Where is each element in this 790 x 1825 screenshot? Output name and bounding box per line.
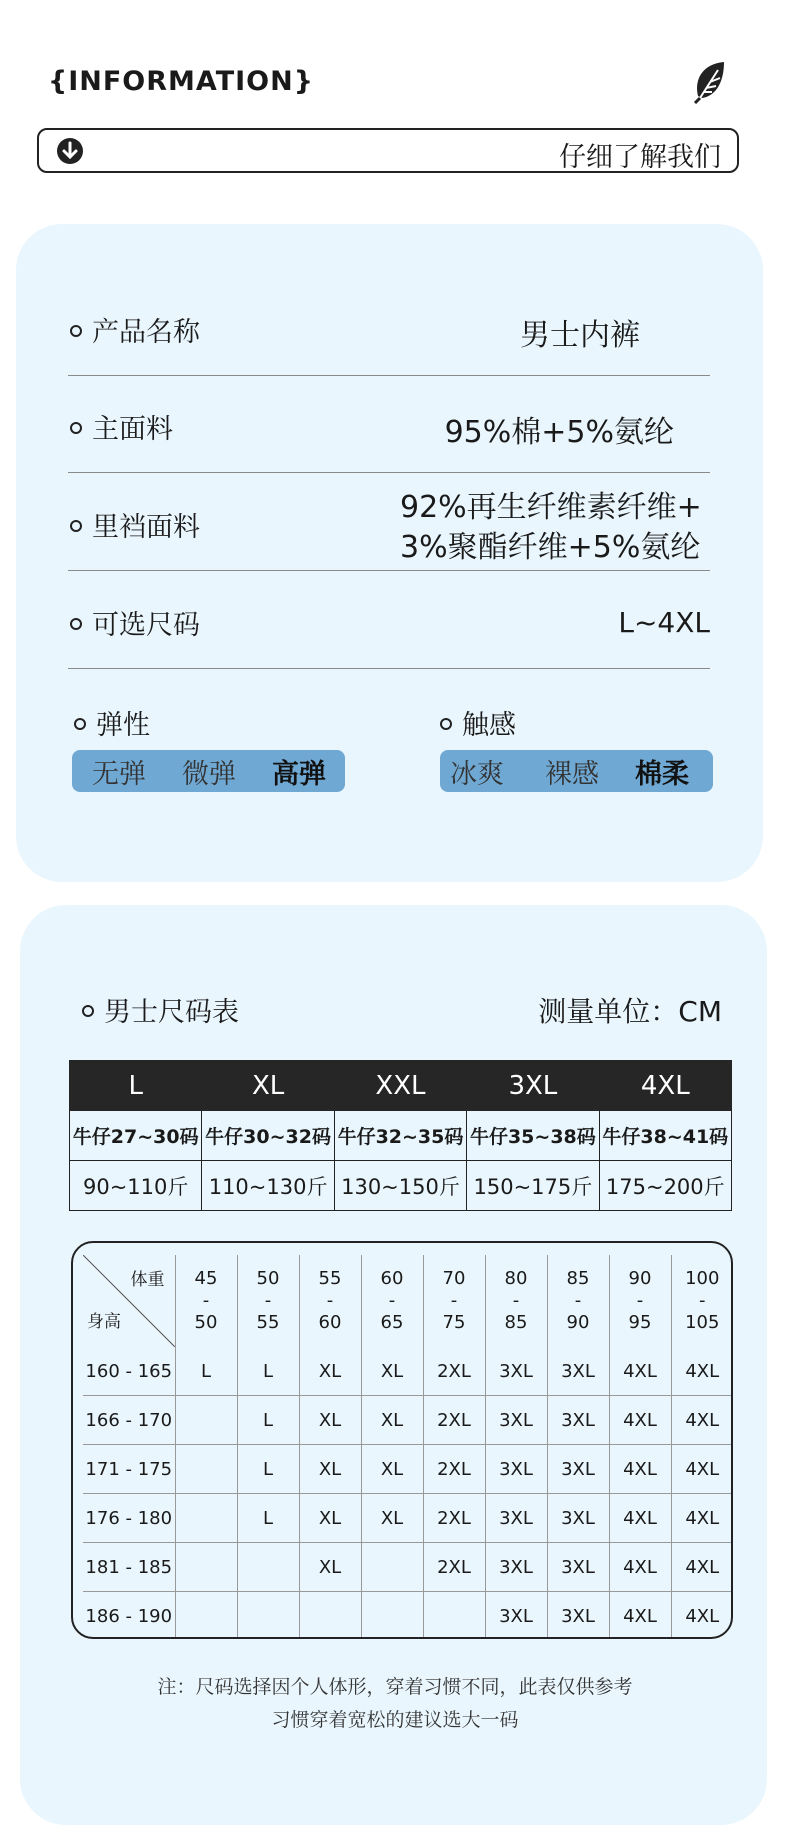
- fit-size-cell: [299, 1592, 361, 1640]
- height-range-cell: 186 - 190: [83, 1592, 175, 1640]
- fit-size-cell: 3XL: [547, 1543, 609, 1592]
- height-range-cell: 181 - 185: [83, 1543, 175, 1592]
- crotch-fabric-line-2: 3%聚酯纤维+5%氨纶: [400, 530, 701, 565]
- fit-size-cell: XL: [361, 1347, 423, 1396]
- weight-range-part: 105: [685, 1312, 720, 1333]
- fit-size-cell: 3XL: [547, 1347, 609, 1396]
- crotch-fabric-line-1: 92%再生纤维素纤维+: [400, 490, 702, 525]
- touch-label: 触感: [440, 703, 516, 742]
- pants-size-cell: 牛仔35~38码: [467, 1111, 599, 1161]
- fit-chart-row: [83, 1445, 733, 1494]
- weight-cell: 150~175斤: [467, 1161, 599, 1211]
- weight-range-header: [423, 1255, 485, 1347]
- weight-range-part: -: [326, 1290, 334, 1311]
- weight-range-part: 90: [566, 1312, 590, 1333]
- fit-size-cell: 2XL: [423, 1543, 485, 1592]
- weight-range-part: 95: [628, 1312, 652, 1333]
- fit-size-cell: [237, 1543, 299, 1592]
- fit-size-cell: 3XL: [485, 1592, 547, 1640]
- row-value-main-fabric: 95%棉+5%氨纶: [444, 415, 674, 450]
- fit-size-cell: 2XL: [423, 1347, 485, 1396]
- fit-size-cell: L: [175, 1347, 237, 1396]
- fit-chart-row: [83, 1592, 733, 1640]
- weight-range-part: -: [450, 1290, 458, 1311]
- fit-size-cell: 3XL: [485, 1445, 547, 1494]
- height-axis-label: 身高: [87, 1312, 121, 1332]
- fit-size-cell: 4XL: [609, 1543, 671, 1592]
- fit-size-cell: 4XL: [671, 1543, 733, 1592]
- weight-range-part: -: [636, 1290, 644, 1311]
- fit-size-cell: XL: [361, 1445, 423, 1494]
- weight-range-part: 90: [628, 1268, 652, 1289]
- fit-chart-row: [83, 1543, 733, 1592]
- fit-size-cell: 4XL: [685, 1605, 720, 1627]
- weight-range-header: [671, 1255, 733, 1347]
- fit-size-cell: 4XL: [609, 1347, 671, 1396]
- touch-option: 裸感: [545, 758, 599, 790]
- fit-size-cell: 4XL: [609, 1445, 671, 1494]
- fit-size-cell: [423, 1592, 485, 1640]
- weight-range-header: [237, 1255, 299, 1347]
- fit-chart-table: [83, 1255, 733, 1639]
- fit-size-cell: XL: [299, 1396, 361, 1445]
- fit-size-cell: 3XL: [547, 1445, 609, 1494]
- weight-cell: 130~150斤: [334, 1161, 466, 1211]
- weight-range-part: -: [264, 1290, 272, 1311]
- fit-size-cell: [237, 1592, 299, 1640]
- divider: [68, 375, 710, 376]
- fit-size-cell: 2XL: [423, 1396, 485, 1445]
- fit-chart-row: [83, 1347, 733, 1396]
- fit-size-cell: 3XL: [485, 1543, 547, 1592]
- fit-size-cell: 2XL: [423, 1494, 485, 1543]
- weight-range-part: 55: [318, 1268, 342, 1289]
- fit-size-cell: L: [237, 1396, 299, 1445]
- weight-range-part: 75: [442, 1312, 466, 1333]
- touch-option-selected: 棉柔: [635, 758, 689, 790]
- divider: [68, 668, 710, 669]
- weight-range-part: 50: [194, 1312, 218, 1333]
- weight-range-part: 50: [256, 1268, 280, 1289]
- size-chart-title: 男士尺码表: [82, 990, 239, 1029]
- weight-range-part: 45: [194, 1268, 218, 1289]
- fit-size-cell: [175, 1592, 237, 1640]
- height-range-cell: 160 - 165: [83, 1347, 175, 1396]
- pants-size-cell: 牛仔38~41码: [599, 1111, 731, 1161]
- fit-size-cell: 3XL: [547, 1494, 609, 1543]
- arrow-down-circle-icon: [56, 137, 84, 165]
- row-value-name: 男士内裤: [520, 318, 640, 353]
- fit-size-cell: 3XL: [485, 1347, 547, 1396]
- size-header: 3XL: [467, 1061, 599, 1111]
- height-range-cell: 171 - 175: [83, 1445, 175, 1494]
- fit-size-cell: L: [237, 1494, 299, 1543]
- weight-range-part: 100: [685, 1268, 720, 1289]
- touch-option: 冰爽: [450, 758, 504, 790]
- weight-range-header: [485, 1255, 547, 1347]
- page-title: {INFORMATION}: [48, 66, 314, 97]
- fit-size-cell: XL: [361, 1396, 423, 1445]
- row-label-name: 产品名称: [70, 310, 200, 349]
- fit-chart-box: [71, 1241, 733, 1639]
- note-line-1: 注：尺码选择因个人体形，穿着习惯不同，此表仅供参考: [157, 1676, 633, 1698]
- weight-axis-label: 体重: [130, 1270, 165, 1290]
- fit-size-cell: 4XL: [671, 1445, 733, 1494]
- pants-size-cell: 牛仔27~30码: [70, 1111, 202, 1161]
- weight-range-header: [609, 1255, 671, 1347]
- row-label-sizes: 可选尺码: [70, 603, 200, 642]
- elasticity-option: 无弹: [92, 758, 146, 790]
- fit-size-cell: 3XL: [485, 1494, 547, 1543]
- fit-size-cell: [175, 1543, 237, 1592]
- size-header: XXL: [334, 1061, 466, 1111]
- fit-size-cell: [175, 1494, 237, 1543]
- elasticity-label: 弹性: [74, 703, 150, 742]
- weight-range-header: [361, 1255, 423, 1347]
- weight-range-header: [547, 1255, 609, 1347]
- fit-size-cell: 4XL: [671, 1494, 733, 1543]
- fit-size-cell: L: [237, 1445, 299, 1494]
- size-header: L: [70, 1061, 202, 1111]
- weight-cell: 110~130斤: [202, 1161, 334, 1211]
- fit-size-cell: [361, 1592, 423, 1640]
- elasticity-option: 微弹: [182, 758, 236, 790]
- fit-size-cell: 3XL: [547, 1592, 609, 1640]
- weight-range-part: -: [699, 1290, 706, 1311]
- touch-scale: [440, 750, 713, 792]
- learn-more-label: 仔细了解我们: [559, 142, 721, 173]
- fit-size-cell: 3XL: [547, 1396, 609, 1445]
- divider: [68, 472, 710, 473]
- size-header: XL: [202, 1061, 334, 1111]
- size-table: [69, 1060, 732, 1211]
- fit-size-cell: XL: [299, 1347, 361, 1396]
- height-range-cell: 166 - 170: [83, 1396, 175, 1445]
- fit-size-cell: [175, 1396, 237, 1445]
- fit-size-cell: 4XL: [609, 1396, 671, 1445]
- fit-size-cell: 4XL: [671, 1347, 733, 1396]
- fit-size-cell: XL: [299, 1543, 361, 1592]
- weight-cell: 90~110斤: [70, 1161, 202, 1211]
- weight-range-part: -: [574, 1290, 582, 1311]
- fit-size-cell: 4XL: [609, 1494, 671, 1543]
- fit-size-cell: XL: [361, 1494, 423, 1543]
- weight-range-part: 70: [442, 1268, 466, 1289]
- fit-size-cell: XL: [299, 1445, 361, 1494]
- fit-size-cell: [175, 1445, 237, 1494]
- divider: [68, 570, 710, 571]
- weight-range-header: [299, 1255, 361, 1347]
- leaf-icon: [690, 58, 730, 104]
- fit-size-cell: 4XL: [609, 1592, 671, 1640]
- fit-size-cell: XL: [299, 1494, 361, 1543]
- weight-range-part: 55: [256, 1312, 280, 1333]
- weight-range-part: 85: [566, 1268, 590, 1289]
- fit-size-cell: 4XL: [671, 1396, 733, 1445]
- weight-range-part: 60: [380, 1268, 404, 1289]
- weight-range-part: -: [512, 1290, 520, 1311]
- weight-range-part: 85: [504, 1312, 528, 1333]
- pants-size-cell: 牛仔30~32码: [202, 1111, 334, 1161]
- weight-cell: 175~200斤: [599, 1161, 731, 1211]
- elasticity-scale: [72, 750, 345, 792]
- fit-size-cell: 2XL: [423, 1445, 485, 1494]
- pants-size-cell: 牛仔32~35码: [334, 1111, 466, 1161]
- size-chart-unit: 测量单位：CM: [538, 995, 722, 1028]
- fit-chart-row: [83, 1494, 733, 1543]
- height-range-cell: 176 - 180: [83, 1494, 175, 1543]
- learn-more-bar[interactable]: [37, 128, 739, 173]
- fit-chart-corner: [83, 1255, 175, 1347]
- fit-size-cell: 3XL: [485, 1396, 547, 1445]
- fit-chart-row: [83, 1396, 733, 1445]
- weight-range-part: 60: [318, 1312, 342, 1333]
- row-value-sizes: L~4XL: [618, 606, 710, 639]
- note-line-2: 习惯穿着宽松的建议选大一码: [271, 1709, 519, 1731]
- fit-size-cell: [361, 1543, 423, 1592]
- weight-range-part: -: [202, 1290, 210, 1311]
- row-label-main-fabric: 主面料: [70, 407, 173, 446]
- elasticity-option-selected: 高弹: [272, 758, 326, 790]
- fit-size-cell: L: [237, 1347, 299, 1396]
- weight-range-part: 80: [504, 1268, 528, 1289]
- weight-range-part: 65: [380, 1312, 404, 1333]
- row-label-crotch-fabric: 里裆面料: [70, 505, 200, 544]
- row-value-crotch-fabric: [400, 488, 702, 568]
- weight-range-header: [175, 1255, 237, 1347]
- weight-range-part: -: [388, 1290, 396, 1311]
- size-header: 4XL: [599, 1061, 731, 1111]
